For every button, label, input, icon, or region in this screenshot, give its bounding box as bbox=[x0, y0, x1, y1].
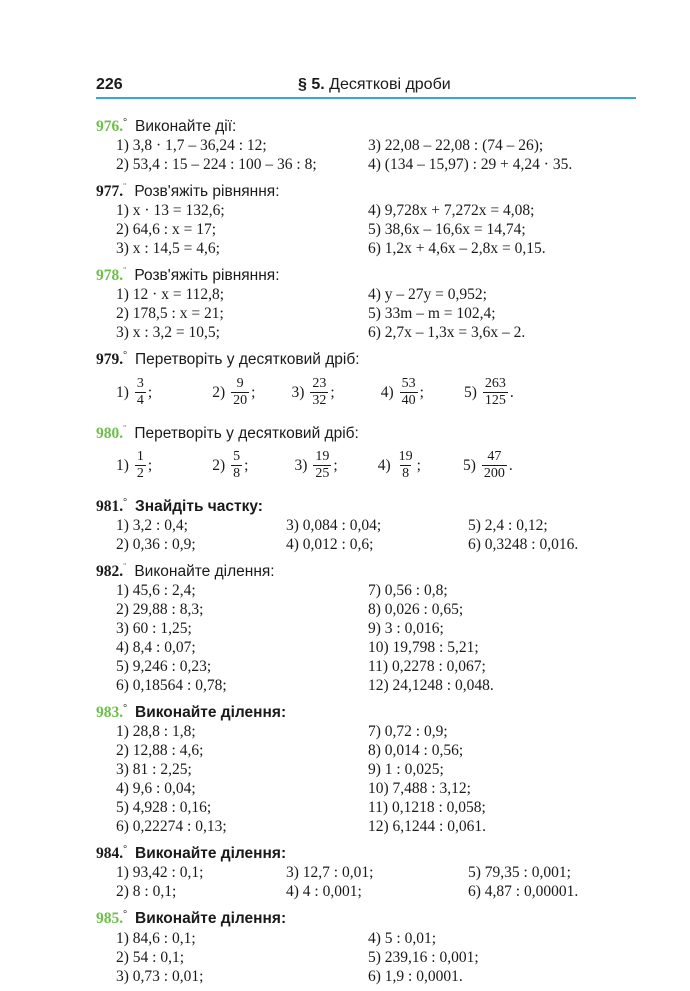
task-item: 5) 239,16 : 0,001; bbox=[368, 948, 479, 966]
exercise-979 bbox=[96, 346, 636, 415]
chapter-title bbox=[298, 76, 451, 94]
numerator: 9 bbox=[236, 376, 244, 392]
task-item: 11) 0,2278 : 0,067; bbox=[368, 658, 486, 676]
difficulty-mark: ¨ bbox=[123, 423, 127, 435]
exercise-title: Перетворіть у десятковий дріб: bbox=[135, 351, 360, 369]
difficulty-mark: ° bbox=[123, 350, 128, 362]
task-item: 1) 45,6 : 2,4; bbox=[116, 582, 196, 600]
task-item: 7) 0,56 : 0,8; bbox=[368, 582, 448, 600]
fraction-item bbox=[291, 376, 334, 409]
task-item: 4) 8,4 : 0,07; bbox=[116, 639, 196, 657]
numerator: 19 bbox=[315, 449, 330, 465]
task-item: 1) 84,6 : 0,1; bbox=[116, 929, 196, 947]
task-item: 2) 0,36 : 0,9; bbox=[116, 535, 196, 553]
task-item: 4) 5 : 0,01; bbox=[368, 929, 437, 947]
task-item: 3) x : 3,2 = 10,5; bbox=[116, 324, 220, 342]
denominator: 125 bbox=[484, 393, 506, 409]
task-item: 12) 24,1248 : 0,048. bbox=[368, 677, 494, 695]
fraction-item bbox=[116, 376, 152, 409]
difficulty-mark: ° bbox=[123, 496, 128, 508]
punctuation: . bbox=[509, 383, 514, 401]
difficulty-mark: ° bbox=[123, 844, 128, 856]
fraction-row bbox=[116, 443, 636, 489]
task-item: 11) 0,1218 : 0,058; bbox=[368, 799, 486, 817]
punctuation: ; bbox=[244, 456, 249, 474]
exercise-980 bbox=[96, 420, 636, 489]
task-item: 1) 3,2 : 0,4; bbox=[116, 516, 188, 534]
numerator: 263 bbox=[484, 376, 506, 392]
task-item: 5) 79,35 : 0,001; bbox=[468, 864, 571, 882]
task-item: 4) y – 27y = 0,952; bbox=[368, 286, 487, 304]
difficulty-mark: ° bbox=[123, 909, 128, 921]
task-item: 1) 12 · x = 112,8; bbox=[116, 286, 225, 304]
item-label: 5) bbox=[463, 383, 477, 401]
item-label: 4) bbox=[377, 456, 391, 474]
exercise-number: 980. bbox=[96, 424, 124, 442]
fraction-item bbox=[378, 449, 421, 482]
exercise-number: 977. bbox=[96, 183, 124, 201]
task-item: 6) 1,9 : 0,0001. bbox=[368, 967, 463, 985]
page-header bbox=[96, 76, 636, 98]
task-item: 2) 54 : 0,1; bbox=[116, 948, 185, 966]
exercise-title: Виконайте ділення: bbox=[135, 910, 287, 928]
exercise-title: Розв'яжіть рівняння: bbox=[134, 183, 280, 201]
task-item: 4) (134 – 15,97) : 29 + 4,24 · 35. bbox=[368, 156, 573, 174]
task-item: 7) 0,72 : 0,9; bbox=[368, 723, 448, 741]
task-item: 2) 64,6 : x = 17; bbox=[116, 221, 217, 239]
fraction bbox=[231, 376, 249, 409]
item-label: 3) bbox=[294, 456, 308, 474]
fraction bbox=[483, 376, 508, 409]
numerator: 3 bbox=[136, 376, 144, 392]
denominator: 2 bbox=[136, 466, 144, 482]
task-item: 2) 53,4 : 15 – 224 : 100 – 36 : 8; bbox=[116, 156, 317, 174]
numerator: 1 bbox=[136, 449, 144, 465]
task-item: 5) 4,928 : 0,16; bbox=[116, 799, 212, 817]
task-item: 6) 0,22274 : 0,13; bbox=[116, 818, 227, 836]
difficulty-mark: ¨ bbox=[123, 561, 127, 573]
fraction-item bbox=[116, 449, 152, 482]
task-item: 1) x · 13 = 132,6; bbox=[116, 202, 225, 220]
fraction-item bbox=[294, 449, 337, 482]
punctuation: ; bbox=[147, 383, 153, 401]
task-item: 6) 2,7x – 1,3x = 3,6x – 2. bbox=[368, 324, 526, 342]
denominator: 200 bbox=[483, 466, 505, 482]
fraction bbox=[310, 376, 328, 409]
exercise-number: 982. bbox=[96, 563, 124, 581]
exercise-number: 985. bbox=[96, 910, 124, 928]
numerator: 5 bbox=[233, 449, 241, 465]
item-label: 1) bbox=[116, 383, 129, 401]
fraction bbox=[135, 376, 146, 409]
exercise-976 bbox=[96, 113, 636, 174]
task-item: 1) 93,42 : 0,1; bbox=[116, 864, 204, 882]
header-rule bbox=[96, 97, 636, 99]
difficulty-mark: ° bbox=[123, 703, 128, 715]
task-item: 6) 0,3248 : 0,016. bbox=[468, 535, 579, 553]
task-item: 10) 19,798 : 5,21; bbox=[368, 639, 479, 657]
section-title: Десяткові дроби bbox=[329, 76, 451, 93]
exercise-number: 984. bbox=[96, 845, 124, 863]
task-item: 8) 0,026 : 0,65; bbox=[368, 601, 464, 619]
exercise-985 bbox=[96, 905, 636, 985]
exercise-number: 978. bbox=[96, 267, 124, 285]
exercise-number: 976. bbox=[96, 118, 124, 136]
punctuation: ; bbox=[333, 456, 338, 474]
difficulty-mark: ¨ bbox=[123, 182, 127, 194]
punctuation: . bbox=[508, 456, 513, 474]
fraction bbox=[231, 449, 242, 482]
exercise-977 bbox=[96, 178, 636, 258]
task-item: 2) 12,88 : 4,6; bbox=[116, 742, 204, 760]
task-item: 2) 29,88 : 8,3; bbox=[116, 601, 204, 619]
fraction-item bbox=[381, 376, 424, 409]
item-label: 2) bbox=[212, 383, 226, 401]
numerator: 19 bbox=[398, 449, 413, 465]
task-item: 3) 0,73 : 0,01; bbox=[116, 967, 204, 985]
task-item: 2) 8 : 0,1; bbox=[116, 883, 177, 901]
numerator: 47 bbox=[487, 449, 502, 465]
task-item: 6) 0,18564 : 0,78; bbox=[116, 677, 227, 695]
task-item: 6) 4,87 : 0,00001. bbox=[468, 883, 579, 901]
exercise-list bbox=[96, 113, 636, 990]
punctuation: ; bbox=[330, 383, 335, 401]
denominator: 20 bbox=[233, 393, 248, 409]
fraction bbox=[135, 449, 146, 482]
fraction-item bbox=[463, 449, 513, 482]
task-item: 3) 22,08 – 22,08 : (74 – 26); bbox=[368, 137, 544, 155]
difficulty-mark: ¨ bbox=[123, 266, 127, 278]
task-item: 4) 9,728x + 7,272x = 4,08; bbox=[368, 202, 535, 220]
task-item: 9) 3 : 0,016; bbox=[368, 620, 444, 638]
exercise-title: Виконайте ділення: bbox=[135, 845, 287, 863]
item-label: 5) bbox=[462, 456, 476, 474]
punctuation: ; bbox=[251, 383, 256, 401]
exercise-978 bbox=[96, 262, 636, 342]
denominator: 40 bbox=[401, 393, 416, 409]
punctuation: ; bbox=[147, 456, 153, 474]
exercise-number: 983. bbox=[96, 704, 124, 722]
fraction-item bbox=[464, 376, 514, 409]
task-item: 1) 3,8 · 1,7 – 36,24 : 12; bbox=[116, 137, 267, 155]
fraction-item bbox=[212, 376, 255, 409]
task-item: 6) 1,2x + 4,6x – 2,8x = 0,15. bbox=[368, 240, 546, 258]
punctuation: ; bbox=[416, 456, 421, 474]
exercise-title: Перетворіть у десятковий дріб: bbox=[134, 424, 359, 442]
task-item: 4) 4 : 0,001; bbox=[286, 883, 362, 901]
task-item: 1) 28,8 : 1,8; bbox=[116, 723, 196, 741]
fraction-item bbox=[212, 449, 248, 482]
exercise-title: Виконайте ділення: bbox=[134, 563, 275, 581]
item-label: 4) bbox=[380, 383, 394, 401]
page-number: 226 bbox=[96, 76, 123, 93]
task-item: 4) 0,012 : 0,6; bbox=[286, 535, 374, 553]
denominator: 4 bbox=[136, 393, 144, 409]
exercise-983 bbox=[96, 699, 636, 836]
task-item: 9) 1 : 0,025; bbox=[368, 761, 444, 779]
task-item: 3) 81 : 2,25; bbox=[116, 761, 192, 779]
numerator: 53 bbox=[401, 376, 416, 392]
denominator: 25 bbox=[315, 466, 330, 482]
task-item: 3) x : 14,5 = 4,6; bbox=[116, 240, 220, 258]
section-sign: § 5. bbox=[298, 76, 325, 93]
task-item: 12) 6,1244 : 0,061. bbox=[368, 818, 486, 836]
task-item: 3) 0,084 : 0,04; bbox=[286, 516, 382, 534]
exercise-title: Розв'яжіть рівняння: bbox=[134, 267, 280, 285]
fraction bbox=[482, 449, 507, 482]
task-item: 10) 7,488 : 3,12; bbox=[368, 780, 471, 798]
punctuation: ; bbox=[419, 383, 424, 401]
item-label: 2) bbox=[212, 456, 226, 474]
task-item: 2) 178,5 : x = 21; bbox=[116, 305, 224, 323]
exercise-984 bbox=[96, 840, 636, 901]
fraction bbox=[313, 449, 331, 482]
task-item: 8) 0,014 : 0,56; bbox=[368, 742, 464, 760]
exercise-982 bbox=[96, 558, 636, 695]
task-item: 5) 33m – m = 102,4; bbox=[368, 305, 496, 323]
exercise-title: Знайдіть частку: bbox=[135, 497, 263, 515]
numerator: 23 bbox=[312, 376, 327, 392]
task-item: 4) 9,6 : 0,04; bbox=[116, 780, 196, 798]
exercise-981 bbox=[96, 493, 636, 554]
denominator: 8 bbox=[402, 466, 410, 482]
item-label: 1) bbox=[116, 456, 129, 474]
exercise-title: Виконайте дії: bbox=[135, 118, 237, 136]
difficulty-mark: ° bbox=[123, 117, 128, 128]
exercise-number: 979. bbox=[96, 351, 124, 369]
fraction bbox=[397, 449, 415, 482]
task-item: 5) 2,4 : 0,12; bbox=[468, 516, 548, 534]
denominator: 8 bbox=[233, 466, 241, 482]
fraction-row bbox=[116, 370, 636, 416]
denominator: 32 bbox=[312, 393, 327, 409]
task-item: 3) 12,7 : 0,01; bbox=[286, 864, 374, 882]
exercise-number: 981. bbox=[96, 497, 124, 515]
task-item: 3) 60 : 1,25; bbox=[116, 620, 192, 638]
task-item: 5) 38,6x – 16,6x = 14,74; bbox=[368, 221, 526, 239]
fraction bbox=[400, 376, 418, 409]
exercise-title: Виконайте ділення: bbox=[135, 704, 287, 722]
task-item: 5) 9,246 : 0,23; bbox=[116, 658, 212, 676]
item-label: 3) bbox=[291, 383, 305, 401]
